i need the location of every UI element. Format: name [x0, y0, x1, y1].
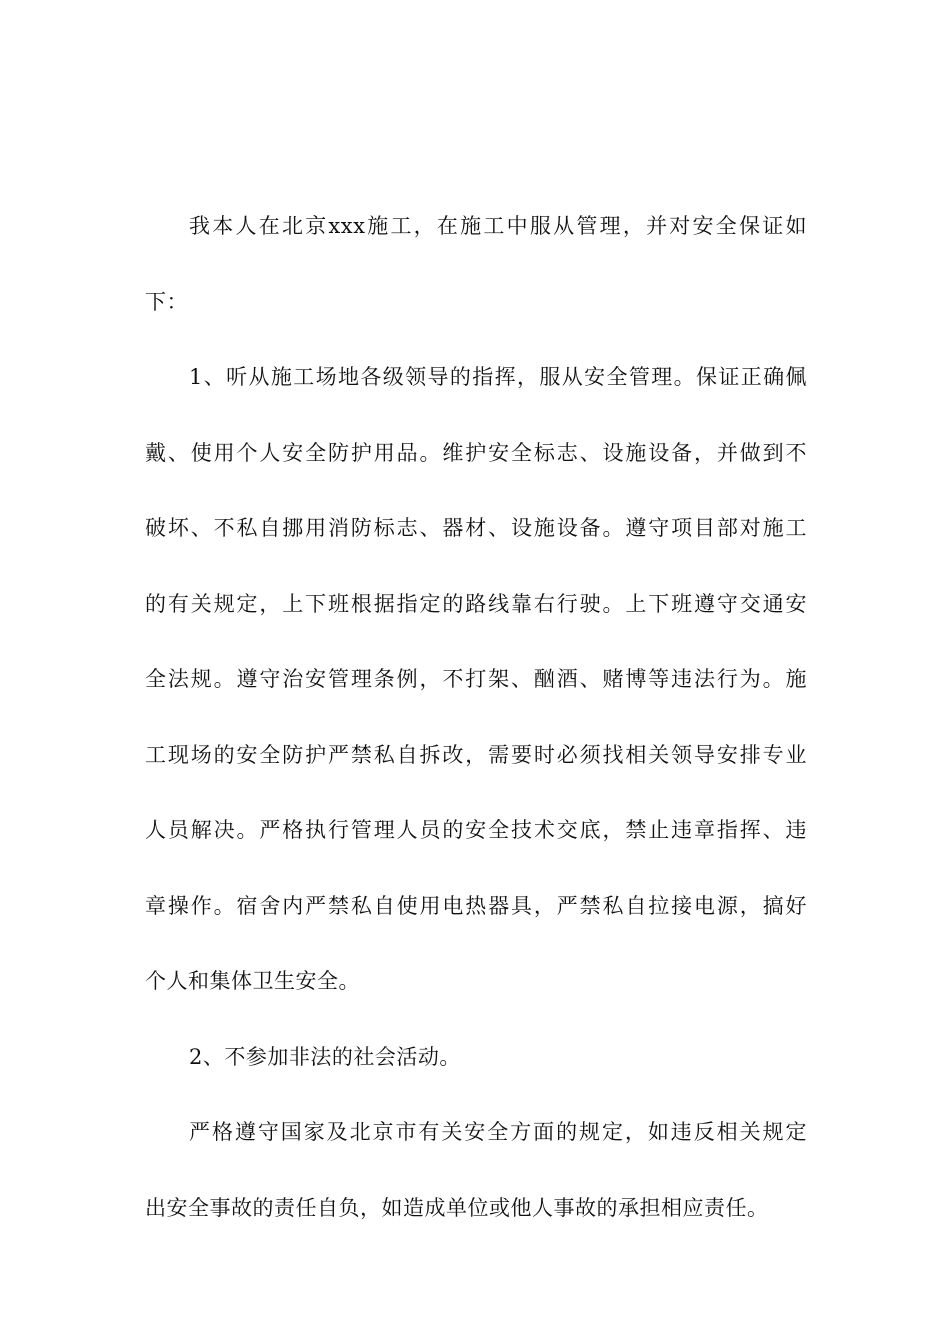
text-line: 2、不参加非法的社会活动。 — [189, 1044, 461, 1069]
text-line: 个人和集体卫生安全。 — [145, 969, 360, 993]
text-line: 戴、使用个人安全防护用品。维护安全标志、设施设备，并做到不 — [145, 440, 807, 465]
text-line: 破坏、不私自挪用消防标志、器材、设施设备。遵守项目部对施工 — [145, 516, 807, 540]
text-line: 人员解决。严格执行管理人员的安全技术交底，禁止违章指挥、违 — [145, 818, 807, 842]
text-line: 严格遵守国家及北京市有关安全方面的规定，如违反相关规定 — [189, 1120, 807, 1144]
text-line: 我本人在北京xxx施工，在施工中服从管理，并对安全保证如 — [189, 214, 807, 238]
text-line: 工现场的安全防护严禁私自拆改，需要时必须找相关领导安排专业 — [145, 742, 807, 767]
text-line: 下： — [145, 289, 188, 314]
text-line: 章操作。宿舍内严禁私自使用电热器具，严禁私自拉接电源，搞好 — [145, 893, 807, 918]
text-line: 1、听从施工场地各级领导的指挥，服从安全管理。保证正确佩 — [189, 365, 807, 389]
text-line: 的有关规定，上下班根据指定的路线靠右行驶。上下班遵守交通安 — [145, 591, 807, 616]
text-line: 全法规。遵守治安管理条例，不打架、酗酒、赌博等违法行为。施 — [145, 667, 807, 691]
document-body — [145, 196, 807, 1253]
text-line: 出安全事故的责任自负，如造成单位或他人事故的承担相应责任。 — [145, 1195, 769, 1220]
